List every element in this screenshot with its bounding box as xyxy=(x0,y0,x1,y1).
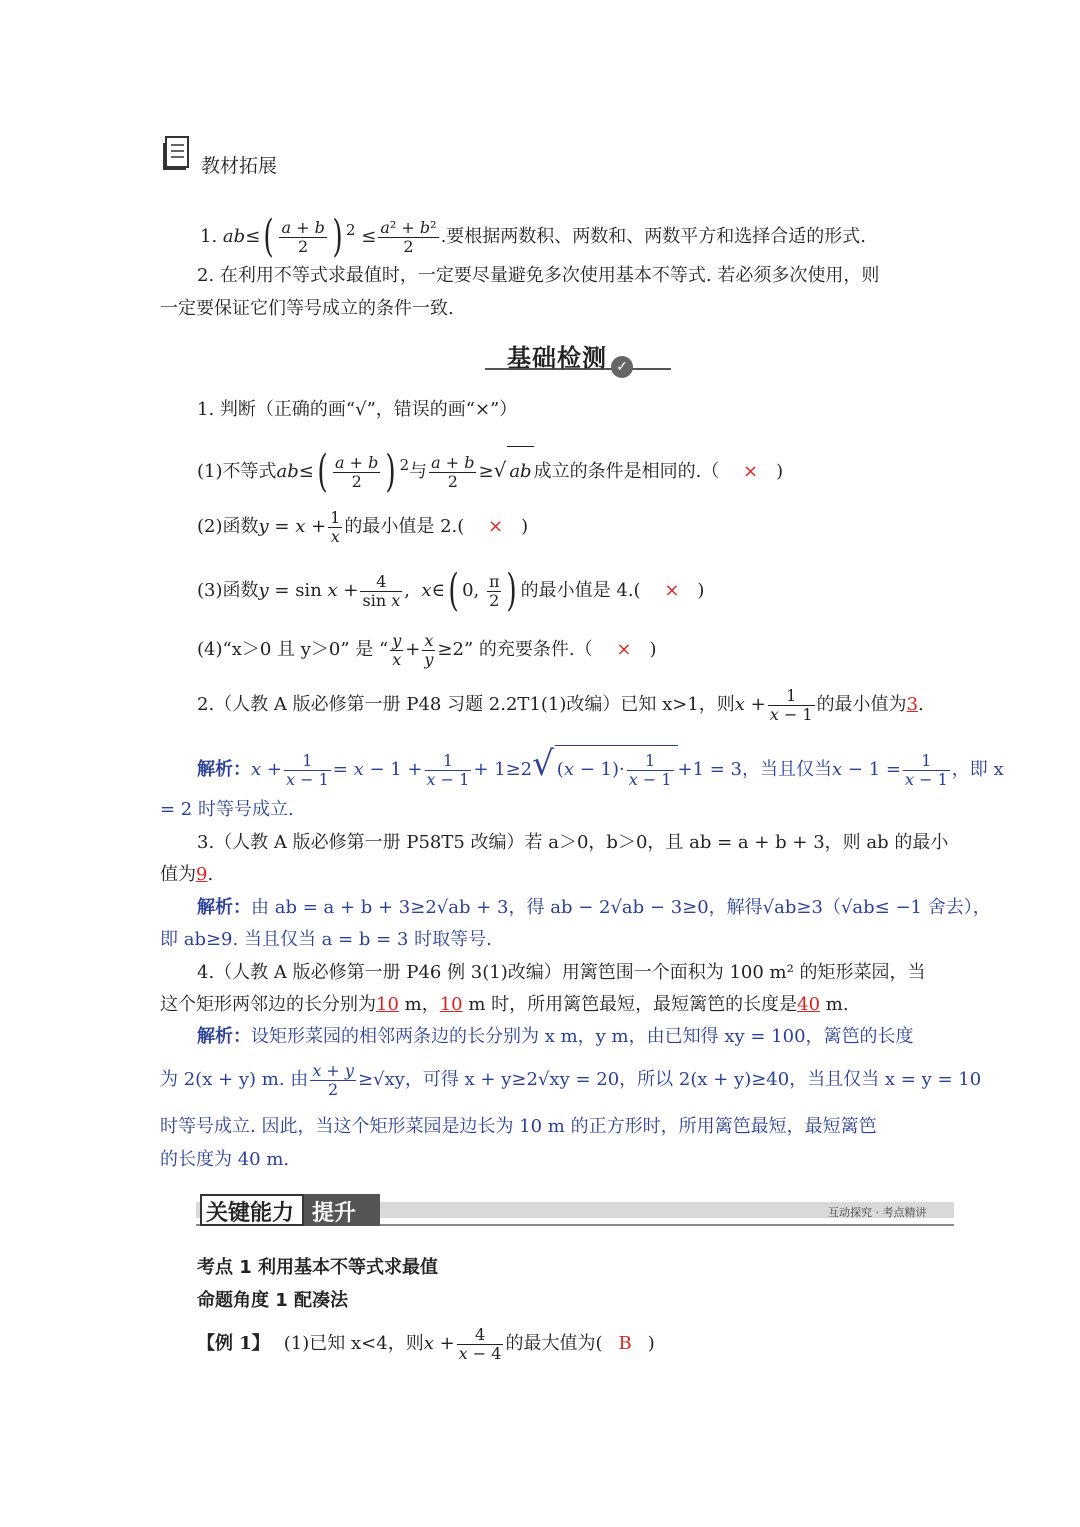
book-icon xyxy=(162,133,196,173)
paren-close: ) xyxy=(521,516,529,537)
q4-solution-text: 设矩形菜园的相邻两条边的长分别为 x m，y m，由已知得 xy = 100，篱笆的长度 xyxy=(251,1026,914,1047)
q3-line-2-text: 值为 xyxy=(160,864,196,885)
fraction-x-over-y: $\frac{x}{y}$ xyxy=(424,630,434,669)
fraction: $\frac{1}{x - 1}$ xyxy=(904,750,948,789)
q1-p2-answer-mark: × xyxy=(488,516,504,537)
solution-label: 解析： xyxy=(197,1026,251,1047)
q3-solution-line-2: 即 ab≥9. 当且仅当 a = b = 3 时取等号. xyxy=(160,929,492,950)
band-right-label: 互动探究 · 考点精讲 xyxy=(828,1206,927,1219)
example-label: 【例 1】 xyxy=(197,1333,270,1354)
section-band-key-ability xyxy=(196,1194,954,1230)
q4-answer-2: 10 xyxy=(439,994,463,1015)
fraction-sum-squares: $\frac{\text{a² + b²}}{2}$ xyxy=(380,217,437,256)
q1-part-4: (4)“x＞0 且 y＞0” 是 “ $\frac{y}{x}$ + $\frac{x}{y}$ ≥2” 的充要条件.（ × ) xyxy=(197,630,657,669)
q3-line-2: 值为9. xyxy=(160,864,214,885)
q3-solution-line-1 xyxy=(197,896,991,920)
q4-solution-line-3: 时等号成立. 因此，当这个矩形菜园是边长为 10 m 的正方形时，所用篱笆最短，最短篱笆 xyxy=(160,1116,877,1137)
q2-answer: 3 xyxy=(906,694,919,715)
q4-solution-line-4: 的长度为 40 m. xyxy=(160,1149,290,1170)
example-answer: B xyxy=(618,1333,632,1354)
left-paren: ( xyxy=(448,565,459,616)
q1-stem: 1. 判断（正确的画“√”，错误的画“×”） xyxy=(197,399,518,420)
ext-item-2-line-1: 2. 在利用不等式求最值时，一定要尽量避免多次使用基本不等式. 若必须多次使用，则 xyxy=(197,265,880,286)
sqrt-product: (x − 1)· $\frac{1}{x - 1}$ xyxy=(555,745,678,794)
q4-solution-text-a: 为 2(x + y) m. 由 xyxy=(160,1069,309,1090)
solution-label: 解析： xyxy=(197,759,251,780)
q4-solution-line-1 xyxy=(197,1025,914,1049)
sqrt-ab: ab xyxy=(507,446,533,497)
q1-p3-text: 的最小值是 4.( xyxy=(520,580,641,601)
ext-item-1-text: .要根据两数积、两数和、两数平方和选择合适的形式. xyxy=(440,226,867,247)
header-title: 基础检测 xyxy=(507,344,607,372)
band-title: 关键能力 xyxy=(206,1201,295,1226)
formula: ab xyxy=(276,461,299,482)
q4-text-a: 这个矩形两邻边的长分别为 xyxy=(160,994,376,1015)
right-paren: ) xyxy=(506,565,518,616)
q4-answer-1: 10 xyxy=(376,994,399,1015)
q1-p1-label: (1)不等式 xyxy=(197,461,277,482)
q4-text-d: m. xyxy=(825,994,849,1015)
check-badge-icon: ✓ xyxy=(611,356,633,378)
q1-p3-label: (3)函数 xyxy=(197,580,259,601)
fraction: $\frac{a + b}{2}$ xyxy=(431,452,475,491)
fraction-y-over-x: $\frac{y}{x}$ xyxy=(392,630,402,669)
fraction: $\frac{1}{x - 1}$ xyxy=(285,750,329,789)
q1-p1-text: 成立的条件是相同的.（ xyxy=(533,461,720,482)
fraction-a-plus-b-over-2: $\frac{a + b}{2}$ xyxy=(281,217,325,256)
fraction: $\frac{a + b}{2}$ xyxy=(335,452,379,491)
solution-label: 解析： xyxy=(197,897,251,918)
q2-stem-tail: 的最小值为 xyxy=(816,694,907,715)
q4-solution-text-b: ≥√xy，可得 x + y≥2√xy = 20，所以 2(x + y)≥40，当且仅当 x = y = 10 xyxy=(357,1069,982,1090)
left-paren: ( xyxy=(263,211,275,262)
q4-text-c: m 时，所用篱笆最短，最短篱笆的长度是 xyxy=(468,994,798,1015)
angle-title: 命题角度 1 配凑法 xyxy=(197,1290,349,1311)
q1-p4-text: ” 的充要条件.（ xyxy=(463,639,593,660)
paren-close: ) xyxy=(776,461,784,482)
right-paren: ) xyxy=(385,446,397,497)
band-title-highlight: 提升 xyxy=(312,1201,357,1226)
fraction-1-over-x-minus-1: $\frac{1}{x - 1}$ xyxy=(769,685,813,724)
example-1: 【例 1】 (1)已知 x<4，则x + $\frac{4}{x - 4}$ 的最大值为( B ) xyxy=(197,1324,655,1363)
q2-solution-line-2: = 2 时等号成立. xyxy=(160,799,294,820)
q4-answer-3: 40 xyxy=(797,994,821,1015)
q2-solution-text: +1 = 3，当且仅当 xyxy=(677,759,833,780)
q3-answer: 9 xyxy=(196,864,208,885)
q2-solution-tail: ，即 x xyxy=(951,759,1004,780)
paren-close: ) xyxy=(649,639,657,660)
ext-item-1: 1. ab≤( $\frac{a + b}{2}$ ) $^2$ ≤ $\frac{\text{a² + b²}}{2}$ .要根据两数积、两数和、两数平方和选择合适的形式. xyxy=(200,211,867,262)
q2-stem-text: 2.（人教 A 版必修第一册 P48 习题 2.2T1(1)改编）已知 x>1，则 xyxy=(197,694,735,715)
example-text-b: 的最大值为( xyxy=(505,1333,603,1354)
fraction: $\frac{1}{x - 1}$ xyxy=(426,750,470,789)
right-paren: ) xyxy=(332,211,343,262)
fraction-pi-over-2: $\frac{\pi}{2}$ xyxy=(488,571,500,610)
topic-title: 考点 1 利用基本不等式求最值 xyxy=(197,1257,439,1278)
paren-close: ) xyxy=(697,580,705,601)
q1-part-2: (2)函数y = x + $\frac{1}{x}$ 的最小值是 2.( × ) xyxy=(197,507,529,546)
section-header-basic-test xyxy=(455,338,671,378)
q1-p1-answer-mark: × xyxy=(743,461,759,482)
example-text-a: (1)已知 x<4，则 xyxy=(283,1333,424,1354)
section-title-extension: 教材拓展 xyxy=(201,155,278,177)
q4-line-2 xyxy=(160,993,849,1017)
q1-p2-label: (2)函数 xyxy=(197,516,259,537)
q2-solution-line-1: 解析：x + $\frac{1}{x - 1}$ = x − 1 + $\frac{1}{x - 1}$ + 1≥2√ (x − 1)· $\frac{1}{x - 1}$ +1 = 3，当且仅当x − 1 = $\frac{1}{x - 1}$ ，即 x xyxy=(197,740,1004,794)
fraction-4-over-sinx: $\frac{4}{\text{sin x}}$ xyxy=(362,571,401,610)
q4-line-1: 4.（人教 A 版必修第一册 P46 例 3(1)改编）用篱笆围一个面积为 100 m² 的矩形菜园，当 xyxy=(197,962,926,983)
left-paren: ( xyxy=(317,446,328,497)
q1-p4-label: (4)“x＞0 且 y＞0” 是 “ xyxy=(197,639,389,660)
q1-p2-text: 的最小值是 2.( xyxy=(344,516,465,537)
formula: y xyxy=(258,516,269,537)
q4-text-b: m， xyxy=(404,994,440,1015)
fraction-4-over-x-minus-4: $\frac{4}{x - 4}$ xyxy=(458,1324,502,1363)
q3-solution-text: 由 ab = a + b + 3≥2√ab + 3，得 ab − 2√ab − 3≥0，解得√ab≥3（√ab≤ −1 舍去）， xyxy=(251,897,991,918)
q1-part-1: (1)不等式ab≤( $\frac{a + b}{2}$ ) $^2$与 $\frac{a + b}{2}$ ≥√ ab 成立的条件是相同的.（ × ) xyxy=(197,446,784,497)
fraction-1-over-x: $\frac{1}{x}$ xyxy=(330,507,341,546)
paren-close: ) xyxy=(647,1333,655,1354)
q1-part-3: (3)函数y = sin x + $\frac{4}{\text{sin x}}$ , x∈( 0, $\frac{\pi}{2}$ ) 的最小值是 4.( × ) xyxy=(197,565,705,616)
fraction-x-plus-y-over-2: $\frac{x + y}{2}$ xyxy=(312,1060,354,1099)
q1-p4-answer-mark: × xyxy=(616,639,632,660)
formula-ab: ab xyxy=(222,226,246,247)
ext-item-2-line-2: 一定要保证它们等号成立的条件一致. xyxy=(160,298,454,319)
q4-solution-line-2 xyxy=(160,1058,981,1102)
ext-item-1-number: 1. xyxy=(200,226,218,247)
q3-line-1: 3.（人教 A 版必修第一册 P58T5 改编）若 a＞0，b＞0，且 ab = a + b + 3，则 ab 的最小 xyxy=(197,832,949,853)
q1-p1-and: 与 xyxy=(409,461,428,482)
q2-stem: 2.（人教 A 版必修第一册 P48 习题 2.2T1(1)改编）已知 x>1，则x + $\frac{1}{x - 1}$ 的最小值为3. xyxy=(197,685,924,724)
q1-p3-answer-mark: × xyxy=(664,580,680,601)
